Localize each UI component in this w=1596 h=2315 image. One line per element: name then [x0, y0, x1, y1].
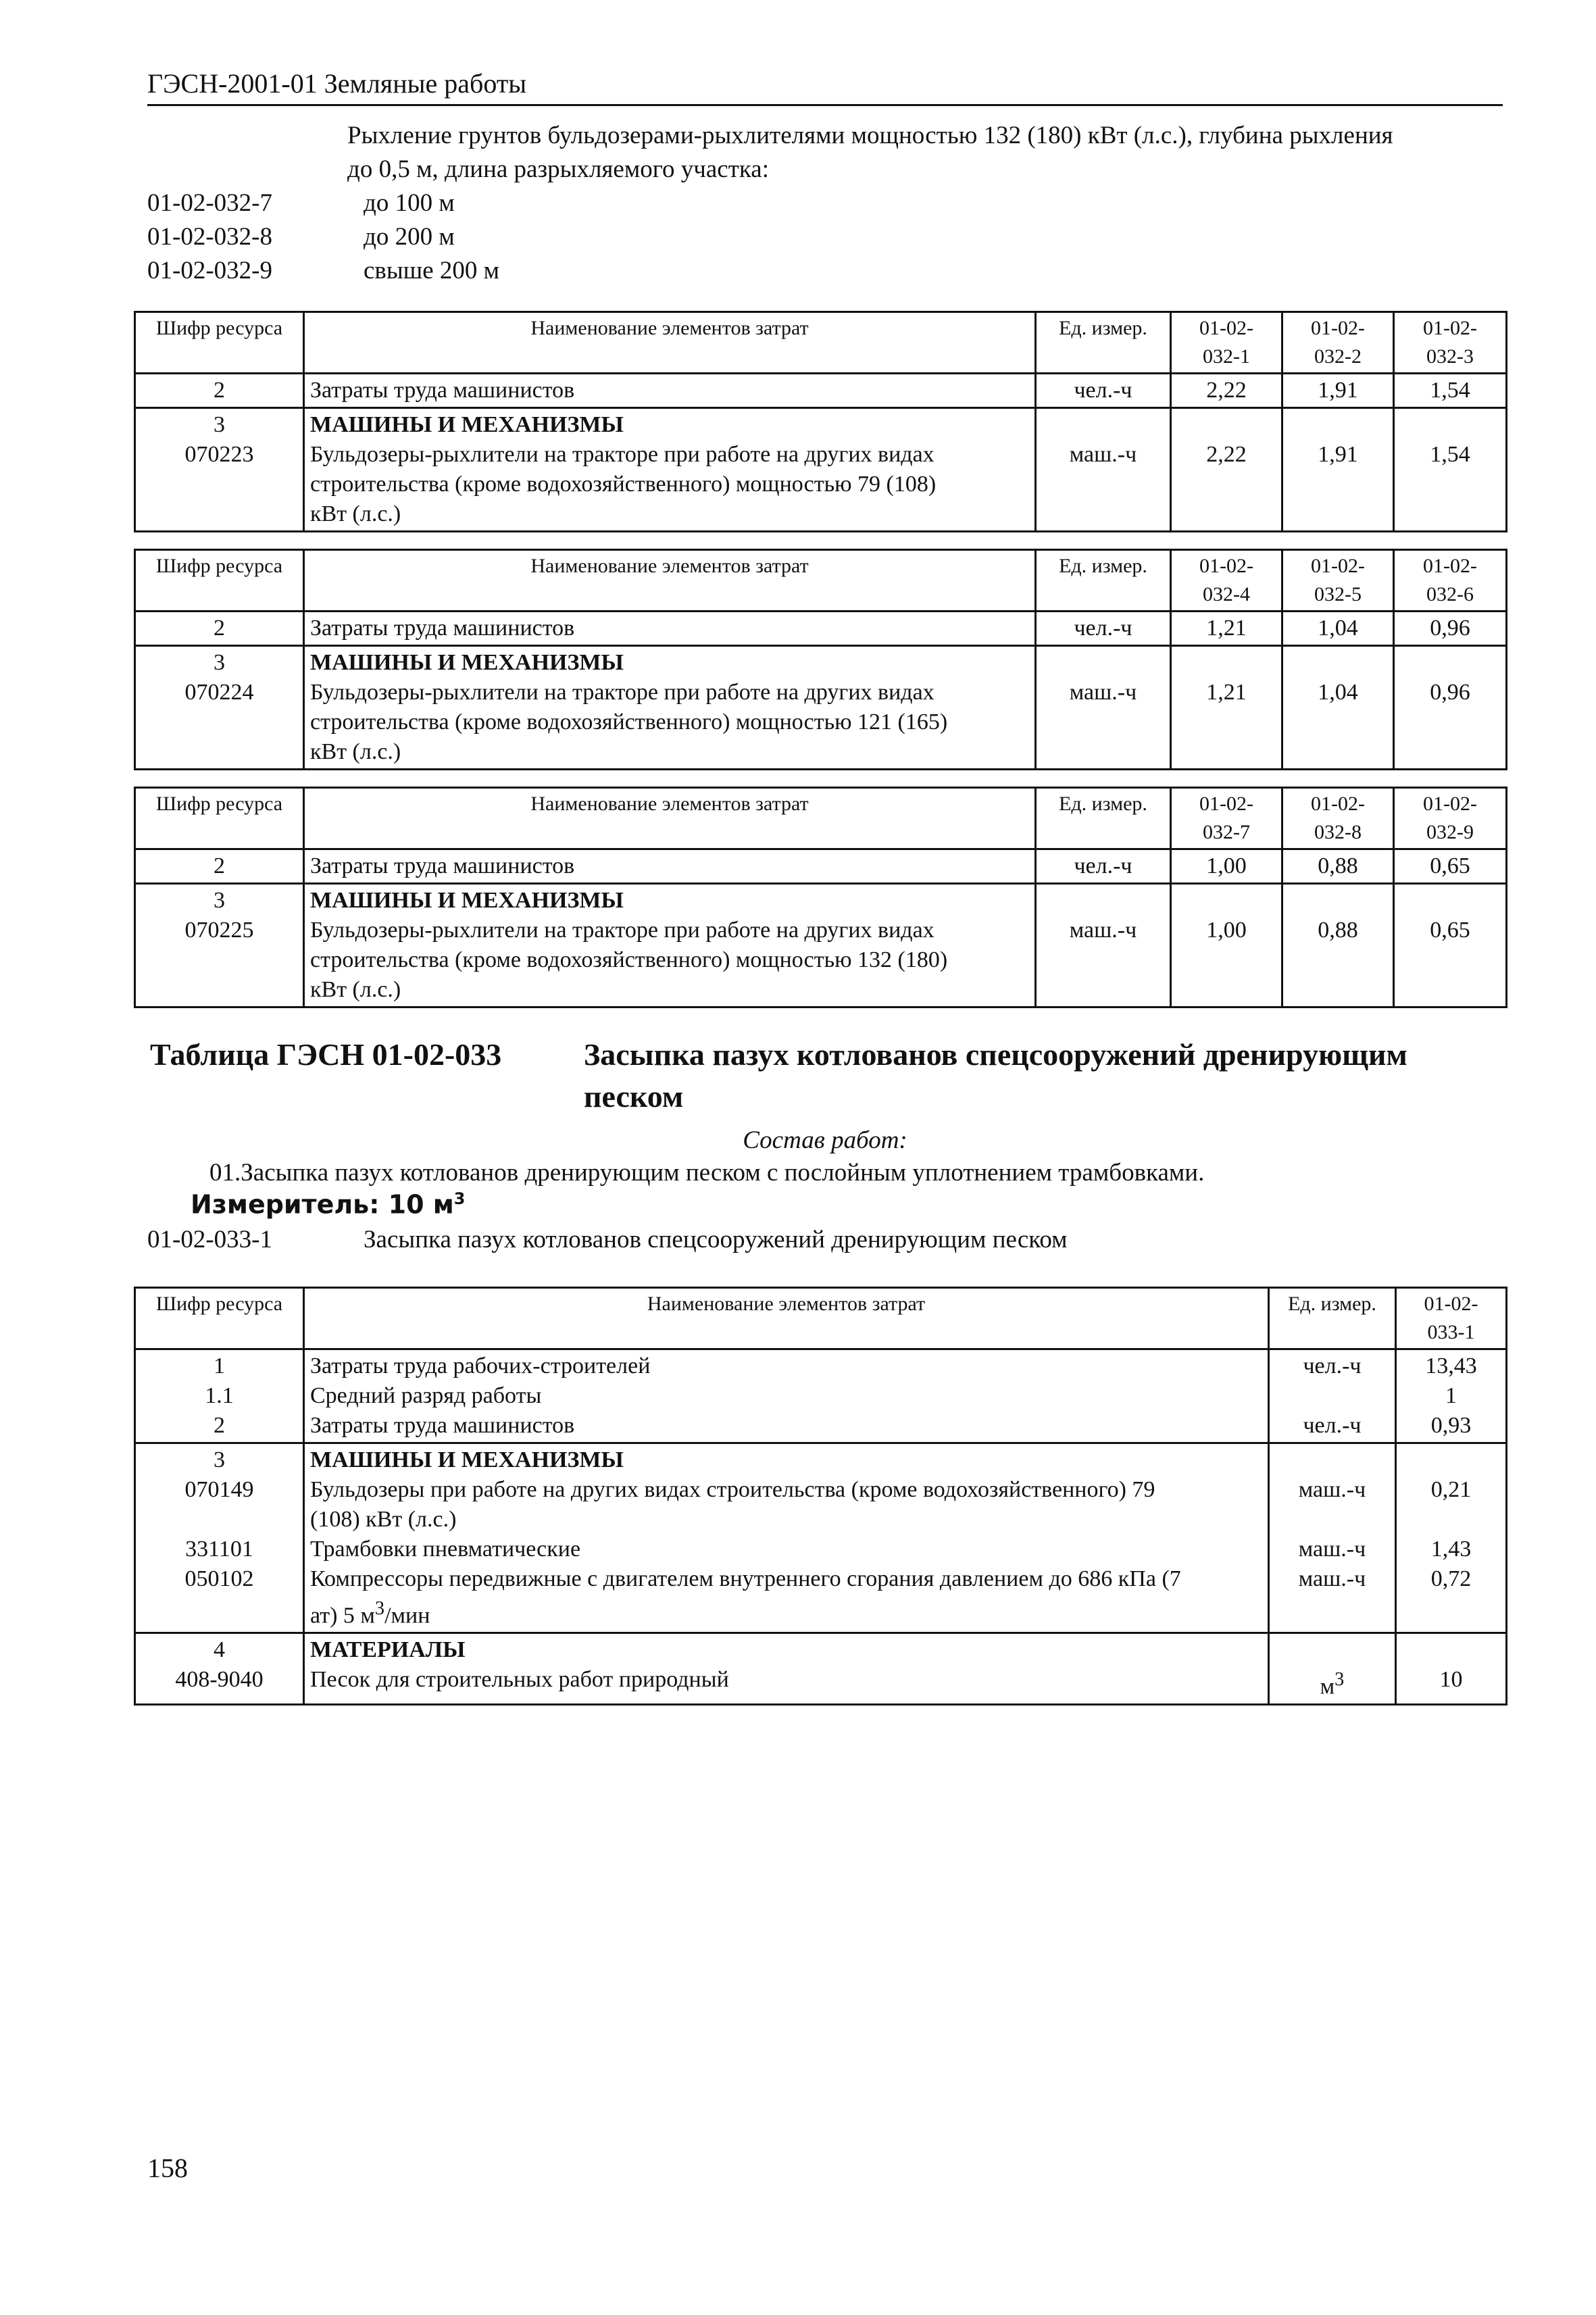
intro-description-2: до 0,5 м, длина разрыхляемого участка: — [347, 155, 770, 183]
col-header-code: 01-02- 032-1 — [1171, 312, 1282, 374]
col-header-code: 01-02- 032-4 — [1171, 550, 1282, 612]
table-row — [135, 849, 1507, 884]
table-033-name: Засыпка пазух котлованов спецсооружений дренирующим песком — [584, 1037, 1407, 1114]
works-caption: Состав работ: — [743, 1126, 907, 1154]
table-row — [135, 646, 1507, 770]
table-row — [135, 374, 1507, 408]
section-title: МАШИНЫ И МЕХАНИЗМЫ — [310, 650, 624, 675]
intro-item-label: свыше 200 м — [364, 257, 500, 284]
page-header — [147, 68, 1503, 106]
col-header-unit: Ед. измер. — [1036, 788, 1171, 849]
intro-item-code: 01-02-032-9 — [147, 257, 272, 284]
resource-table-033-1 — [134, 1287, 1507, 1706]
col-header-code: 01-02- 032-2 — [1282, 312, 1394, 374]
col-header-unit: Ед. измер. — [1269, 1288, 1396, 1349]
table-header-row — [135, 1288, 1507, 1349]
row-code: 3 070223 — [135, 408, 304, 532]
row-value: 0,65 — [1394, 849, 1507, 884]
row-name: Затраты труда рабочих-строителей — [310, 1353, 651, 1378]
row-value: 1,04 — [1282, 612, 1394, 646]
col-header-unit: Ед. измер. — [1036, 312, 1171, 374]
row-code: 2 — [135, 374, 304, 408]
resource-table-032-7 — [134, 787, 1507, 1008]
row-name: МАШИНЫ И МЕХАНИЗМЫ Бульдозеры-рыхлители на тракторе при работе на других видах строительства (кроме водохозяйственного) мощностью 132 (180) кВт (л.с.) — [304, 884, 1036, 1007]
row-value: 0,65 — [1394, 884, 1507, 1007]
intro-description: Рыхление грунтов бульдозерами-рыхлителями мощностью 132 (180) кВт (л.с.), глубина рыхления — [347, 122, 1393, 149]
page-header-title: ГЭСН-2001-01 Земляные работы — [147, 68, 527, 99]
table-row: 1 1.1 2 Затраты труда рабочих-строителей Средний разряд работы Затраты труда машинистов чел.-ч чел.-ч 13,43 1 0,93 — [135, 1349, 1507, 1443]
col-header-name: Наименование элементов затрат — [304, 312, 1036, 374]
row-value: 2,22 — [1171, 408, 1282, 532]
row-value: 1,00 — [1171, 884, 1282, 1007]
row-name: Затраты труда машинистов — [310, 1413, 575, 1438]
intro-item-code: 01-02-032-8 — [147, 223, 272, 251]
col-header-code: 01-02- 032-3 — [1394, 312, 1507, 374]
works-composition — [0, 1124, 1596, 1189]
row-name: Затраты труда машинистов — [304, 374, 1036, 408]
row-code: 2 — [135, 612, 304, 646]
row-value: 1,04 — [1282, 646, 1394, 770]
row-name: Затраты труда машинистов — [304, 849, 1036, 884]
section-title: МАШИНЫ И МЕХАНИЗМЫ — [310, 888, 624, 913]
col-header-name: Наименование элементов затрат — [304, 1288, 1269, 1349]
row-value: 0,96 — [1394, 612, 1507, 646]
row-value: 0,88 — [1282, 884, 1394, 1007]
intro-item-label: до 100 м — [364, 189, 455, 217]
item-code: 01-02-033-1 — [147, 1226, 272, 1253]
col-header-unit: Ед. измер. — [1036, 550, 1171, 612]
col-header-code: 01-02- 032-5 — [1282, 550, 1394, 612]
table-row — [135, 408, 1507, 532]
row-value: 1,54 — [1394, 408, 1507, 532]
row-unit: чел.-ч — [1036, 612, 1171, 646]
intro-item — [147, 254, 1505, 288]
row-code: 3 070224 — [135, 646, 304, 770]
row-unit: маш.-ч — [1036, 884, 1171, 1007]
row-value: 1,21 — [1171, 646, 1282, 770]
col-header-resource: Шифр ресурса — [135, 312, 304, 374]
intro-item-code: 01-02-032-7 — [147, 189, 272, 217]
section-title: МАШИНЫ И МЕХАНИЗМЫ — [310, 412, 624, 437]
resource-table-032-1 — [134, 311, 1507, 532]
table-header-row — [135, 788, 1507, 849]
row-name: МАШИНЫ И МЕХАНИЗМЫ Бульдозеры-рыхлители на тракторе при работе на других видах строительства (кроме водохозяйственного) мощностью 121 (165) кВт (л.с.) — [304, 646, 1036, 770]
row-value: 1,91 — [1282, 408, 1394, 532]
table-row: 4 408-9040 МАТЕРИАЛЫ Песок для строительных работ природный $м^3$ 10 — [135, 1633, 1507, 1704]
col-header-resource: Шифр ресурса — [135, 788, 304, 849]
col-header-code: 01-02- 032-9 — [1394, 788, 1507, 849]
table-row: 3 070149 331101 050102 МАШИНЫ И МЕХАНИЗМЫ Бульдозеры при работе на других видах строительства (кроме водохозяйственного) 79 (108) кВт (л.с.) Трамбовки пневматические Компрессоры передвижные с двигателем внутреннего сгорания давлением до 686 кПа (7 ат) 5 $м^3$/мин маш.-ч маш.-ч маш.-ч 0,21 1,43 0,72 — [135, 1443, 1507, 1633]
row-unit: чел.-ч — [1036, 374, 1171, 408]
row-value: 1,91 — [1282, 374, 1394, 408]
col-header-code: 01-02- 033-1 — [1396, 1288, 1507, 1349]
table-header-row — [135, 550, 1507, 612]
row-name: Затраты труда машинистов — [304, 612, 1036, 646]
col-header-code: 01-02- 032-6 — [1394, 550, 1507, 612]
section-title: МАТЕРИАЛЫ — [310, 1637, 466, 1663]
col-header-name: Наименование элементов затрат — [304, 788, 1036, 849]
table-033-code: Таблица ГЭСН 01-02-033 — [150, 1037, 502, 1072]
col-header-code: 01-02- 032-8 — [1282, 788, 1394, 849]
item-label: Засыпка пазух котлованов спецсооружений дренирующим песком — [364, 1226, 1068, 1253]
col-header-name: Наименование элементов затрат — [304, 550, 1036, 612]
intro-item-label: до 200 м — [364, 223, 455, 251]
section-title: МАШИНЫ И МЕХАНИЗМЫ — [310, 1447, 624, 1472]
row-code: 2 — [135, 849, 304, 884]
col-header-resource: Шифр ресурса — [135, 1288, 304, 1349]
row-value: 1,54 — [1394, 374, 1507, 408]
row-value: 1,21 — [1171, 612, 1282, 646]
col-header-resource: Шифр ресурса — [135, 550, 304, 612]
row-unit: маш.-ч — [1036, 646, 1171, 770]
row-value: 0,96 — [1394, 646, 1507, 770]
table-header-row — [135, 312, 1507, 374]
row-value: 2,22 — [1171, 374, 1282, 408]
table-row — [135, 612, 1507, 646]
intro-item — [147, 186, 1505, 220]
intro-block — [147, 119, 1505, 288]
row-code: 3 070225 — [135, 884, 304, 1007]
row-value: 0,88 — [1282, 849, 1394, 884]
row-unit: маш.-ч — [1036, 408, 1171, 532]
page-number: 158 — [147, 2153, 188, 2183]
row-name: Средний разряд работы — [310, 1383, 542, 1408]
table-033-item — [147, 1223, 1068, 1257]
table-row — [135, 884, 1507, 1007]
intro-item — [147, 220, 1505, 254]
col-header-code: 01-02- 032-7 — [1171, 788, 1282, 849]
resource-table-032-4 — [134, 549, 1507, 770]
works-item: 01.Засыпка пазух котлованов дренирующим песком с послойным уплотнением трамбовками. — [209, 1159, 1205, 1187]
row-value: 1,00 — [1171, 849, 1282, 884]
row-unit: чел.-ч — [1036, 849, 1171, 884]
row-name: МАШИНЫ И МЕХАНИЗМЫ Бульдозеры-рыхлители на тракторе при работе на других видах строительства (кроме водохозяйственного) мощностью 79 (108) кВт (л.с.) — [304, 408, 1036, 532]
meter-label: Измеритель: 10 $м^3$ — [191, 1189, 466, 1220]
